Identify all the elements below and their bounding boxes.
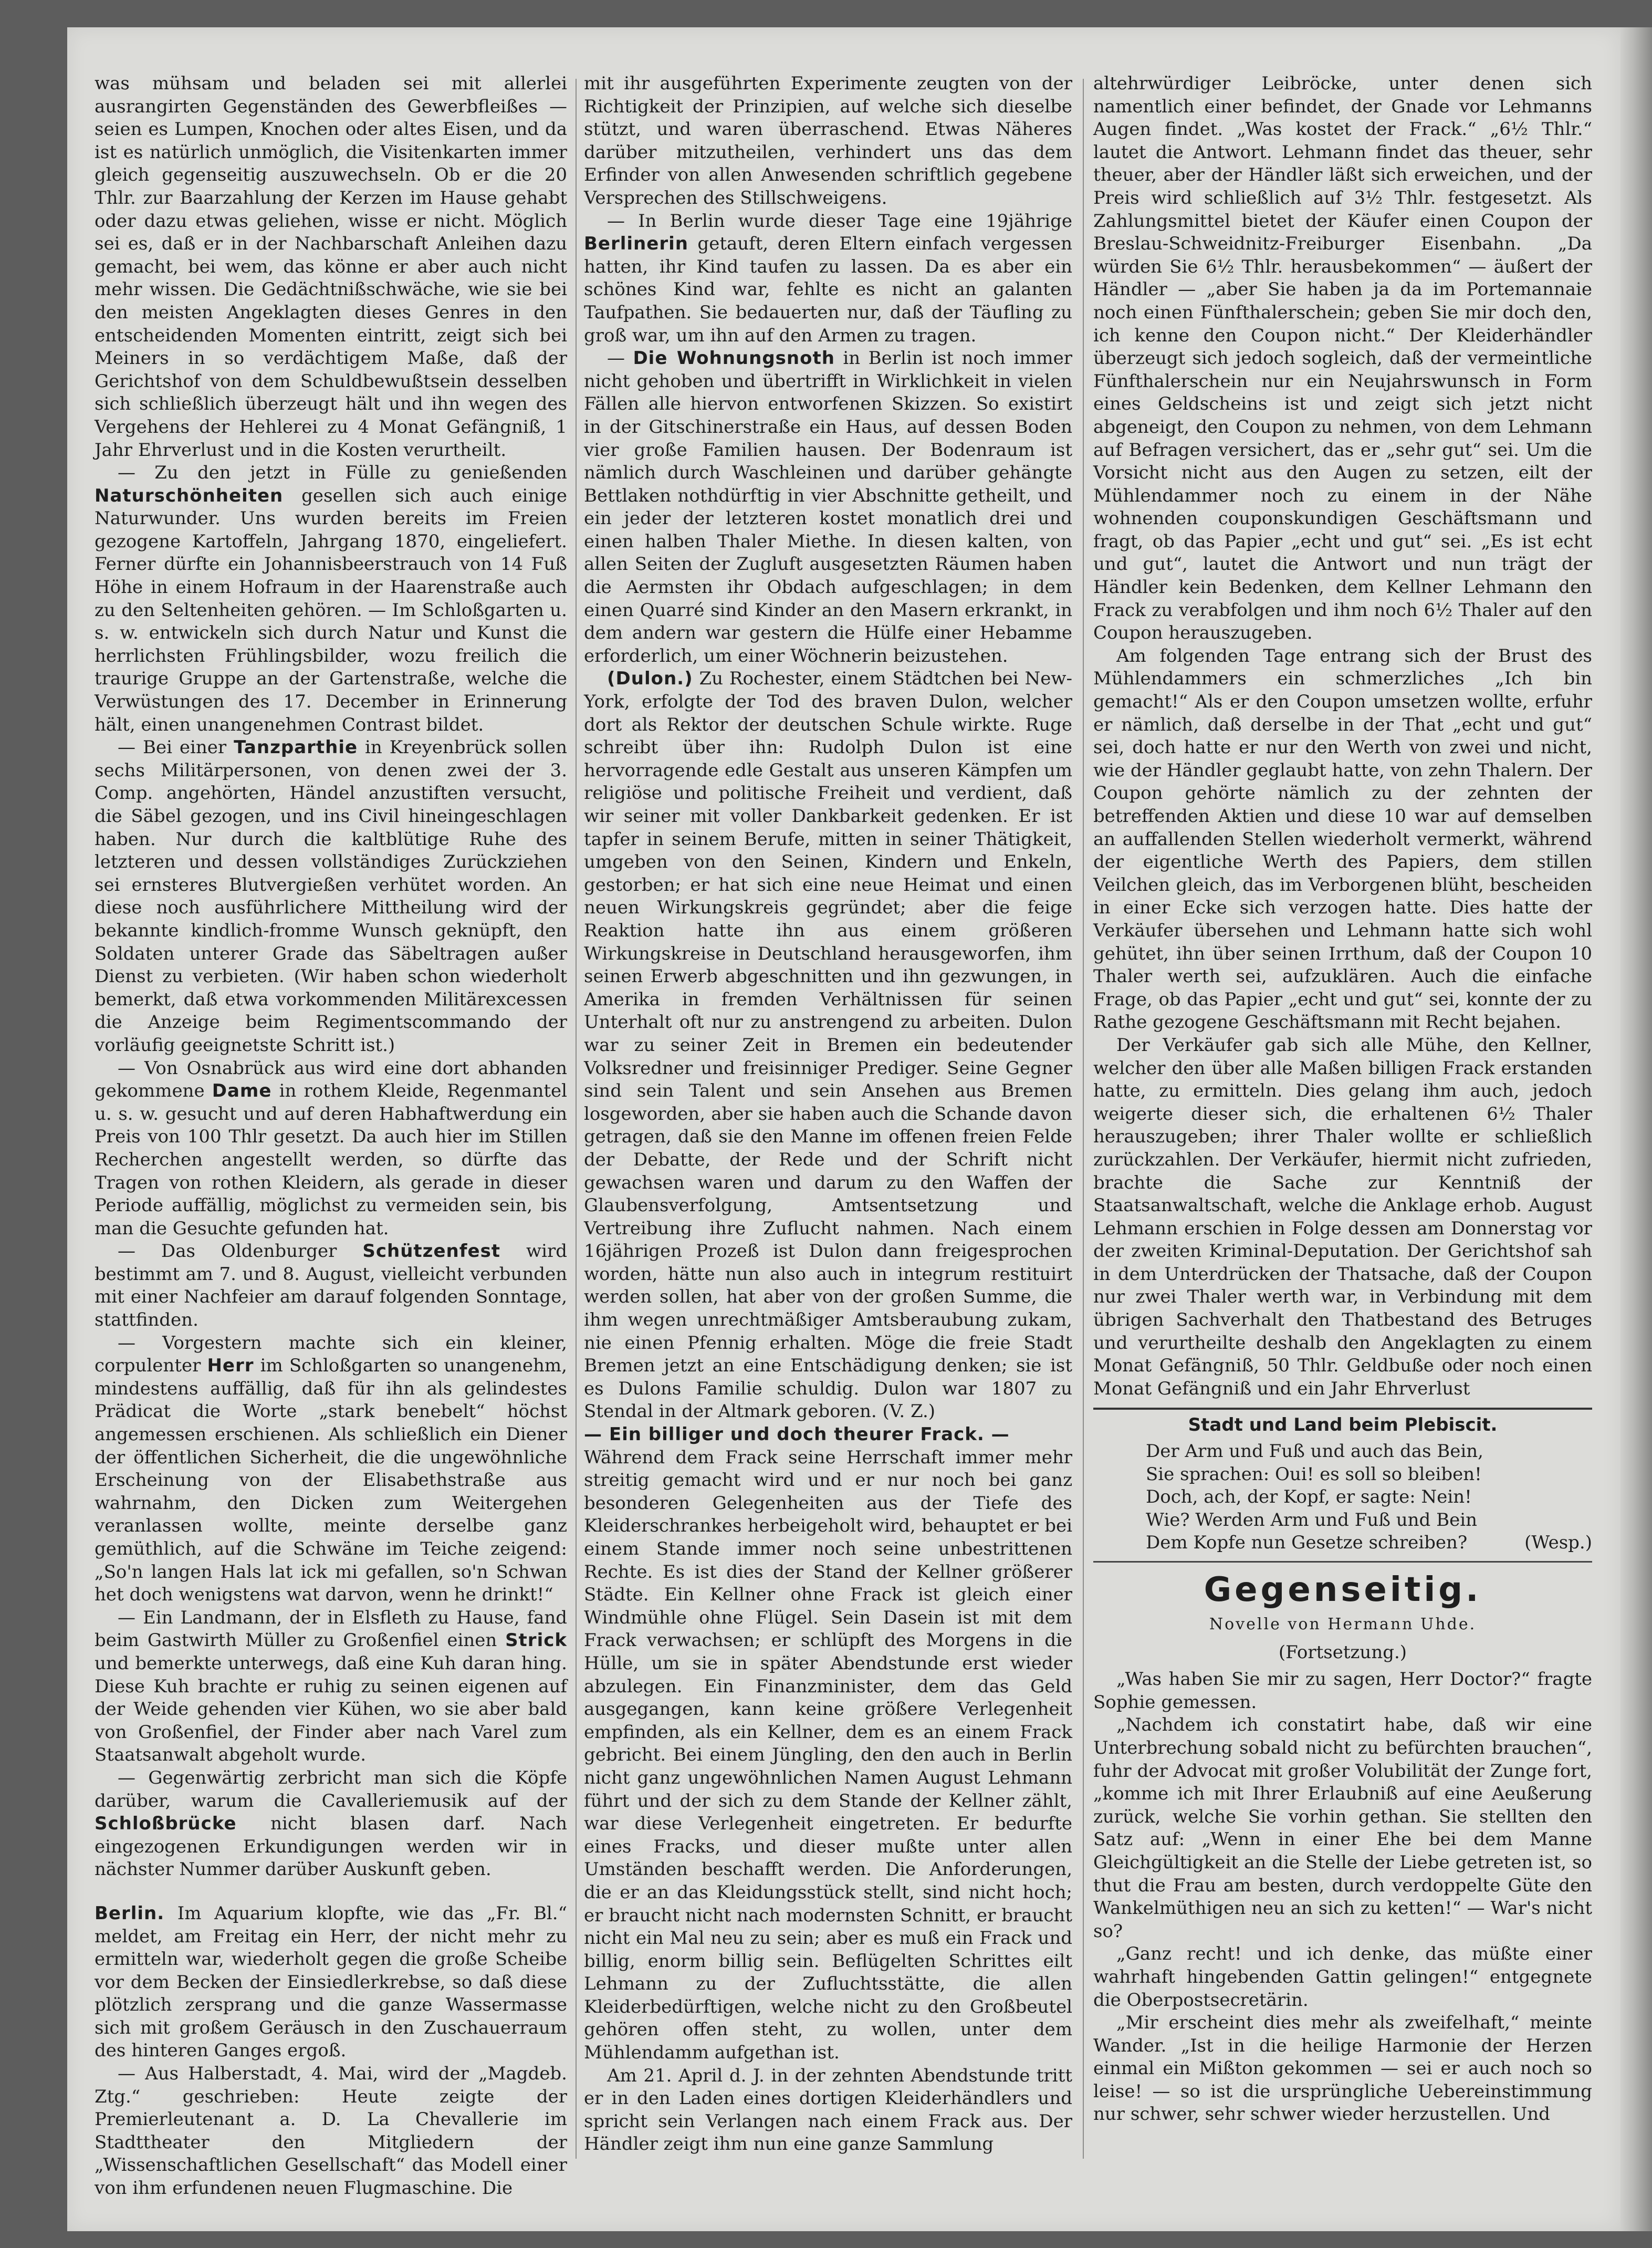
local-news-paragraph: — Von Osnabrück aus wird eine dort abhanden gekommene Dame in rothem Kleide, Regenmantel u. s. w. gesucht und auf deren Habhaftwerdung ein Preis von 100 Thlr gesetzt. Da auch hier im Stillen Recherchen angestellt werden, so dürfte das Tragen von rothen Kleidern, als gerade in dieser Periode auffällig, möglichst zu vermeiden sein, bis man die Gesuchte gefunden hat. <box>95 1057 567 1239</box>
keyword: Naturschönheiten <box>95 485 284 506</box>
news-paragraph: (Dulon.) Zu Rochester, einem Städtchen bei New-York, erfolgte der Tod des braven Dulon, welcher dort als Rektor der deutschen Schule wirkte. Ruge schreibt über ihn: Rudolph Dulon ist eine hervorragende edle Gestalt aus unseren Kämpfen um religiöse und politische Freiheit und verdient, daß wir seiner mit voller Dankbarkeit gedenken. Er ist tapfer in seinem Berufe, mitten in seiner Thätigkeit, umgeben von den Seinen, Kindern und Enkeln, gestorben; er hat sich eine neue Heimat und einen neuen Wirkungskreis gegründet; aber die feige Reaktion hatte ihn aus einem größeren Wirkungskreise in Deutschland herausgeworfen, ihm seinen Erwerb abgeschnitten und ihn gezwungen, in Amerika in fremden Verhältnissen für seinen Unterhalt oft nur zu anstrengend zu arbeiten. Dulon war zu seiner Zeit in Bremen ein bedeutender Volksredner und freisinniger Prediger. Seine Gegner sind sein Talent und sein Ansehen aus Bremen losgeworden, aber sie haben auch die Schande davon getragen, daß sie den Manne im offenen freien Felde der Debatte, der Rede und der Schrift nicht gewachsen waren und darum zu den Waffen der Glaubensverfolgung, Amtsentsetzung und Vertreibung ihre Zuflucht nahmen. Nach einem 16jährigen Prozeß ist Dulon dann freigesprochen worden, hätte nun also auch in integrum restituirt werden sollen, hat aber von der großen Summe, die ihm wegen unrechtmäßiger Amtsberaubung zukam, nie einen Pfennig erhalten. Möge die freie Stadt Bremen jetzt an eine Entschädigung denken; sie ist es Dulons Familie schuldig. Dulon war 1807 zu Stendal in der Altmark geboren. (V. Z.) <box>584 668 1072 1422</box>
dateline: Berlin. <box>95 1902 165 1924</box>
poem-line: Der Arm und Fuß und auch das Bein, <box>1146 1441 1483 1462</box>
story-paragraph: „Was haben Sie mir zu sagen, Herr Doctor?“ fragte Sophie gemessen. <box>1093 1669 1592 1713</box>
story-paragraph: „Nachdem ich constatirt habe, daß wir eine Unterbrechung sobald nicht zu befürchten brauchen“, fuhr der Advocat mit großer Volubilität der Zunge fort, „komme ich mit Ihrer Erlaubniß auf eine Aeußerung zurück, welche Sie vorhin gethan. Sie stellten den Satz auf: „Wenn in einer Ehe bei dem Manne Gleichgültigkeit an die Stelle der Liebe getreten ist, so thut die Frau am besten, durch verdoppelte Güte den Wankelmüthigen neu an sich zu ketten!“ — War's nicht so? <box>1093 1714 1592 1942</box>
keyword: Berlinerin <box>584 233 688 255</box>
page-edge <box>1620 27 1652 2231</box>
section-divider <box>1093 1561 1592 1563</box>
keyword: Tanzparthie <box>234 737 358 758</box>
keyword: (Dulon.) <box>607 668 693 690</box>
news-paragraph: — Die Wohnungsnoth in Berlin ist noch immer nicht gehoben und übertrifft in Wirklichkeit in vielen Fällen alle hiervon entworfenen Skizzen. So existirt in der Gitschinerstraße ein Haus, auf dessen Boden vier große Familien hausen. Der Bodenraum ist nämlich durch Waschleinen und darüber gehängte Bettlaken nothdürftig in vier Abschnitte getheilt, und ein jeder der letzteren kostet monatlich drei und einen halben Thaler Miethe. In diesen kalten, von allen Seiten der Zugluft ausgesetzten Räumen haben die Aermsten ihr Obdach aufgeschlagen; in dem einen Quarré sind Kinder an den Masern erkrankt, in dem andern war gestern die Hülfe einer Hebamme erforderlich, um einer Wöchnerin beizustehen. <box>584 348 1072 667</box>
local-news-paragraph: — Ein Landmann, der in Elsfleth zu Hause, fand beim Gastwirth Müller zu Großenfiel einen Strick und bemerkte unterwegs, daß eine Kuh daran hing. Diese Kuh brachte er ruhig zu seinen eigenen auf der Weide gehenden vier Kühen, wo sie aber bald von Großenfiel, der Finder aber nach Varel zum Staatsanwalt abgeholt wurde. <box>95 1607 567 1766</box>
section-gap <box>95 1881 567 1902</box>
column-rule <box>576 79 577 2159</box>
keyword: Schützenfest <box>362 1241 501 1262</box>
keyword: Herr <box>207 1355 254 1377</box>
article-paragraph: Der Verkäufer gab sich alle Mühe, den Kellner, welcher den über alle Maßen billigen Frack erstanden hatte, zu ermitteln. Dies gelang ihm auch, jedoch weigerte dieser sich, die erhaltenen 6½ Thaler herauszugeben; ihrer Thaler wollte er schließlich zurückzahlen. Der Verkäufer, hiermit nicht zufrieden, brachte die Sache zur Kenntniß der Staatsanwaltschaft, welche die Anklage erhob. August Lehmann erschien in Folge dessen am Donnerstag vor der zweiten Kriminal-Deputation. Der Gerichtshof sah in dem Unterdrücken der Thatsache, daß der Coupon nur zwei Thaler werth war, in Verbindung mit dem übrigen Sachverhalt den Thatbestand des Betruges und verurtheilte deshalb den Angeklagten zu einem Monat Gefängniß, 50 Thlr. Geldbuße oder noch einen Monat Gefängniß und ein Jahr Ehrverlust <box>1093 1034 1592 1399</box>
news-paragraph: — Aus Halberstadt, 4. Mai, wird der „Magdeb. Ztg.“ geschrieben: Heute zeigte der Premierleutenant a. D. La Chevallerie im Stadttheater den Mitgliedern der „Wissenschaftlichen Gesellschaft“ das Modell einer von ihm erfundenen neuen Flugmaschine. Die <box>95 2063 567 2199</box>
keyword: Dame <box>212 1080 272 1102</box>
poem-line: Doch, ach, der Kopf, er sagte: Nein! <box>1146 1486 1472 1508</box>
poem-title: Stadt und Land beim Plebiscit. <box>1188 1414 1498 1436</box>
article-paragraph: was mühsam und beladen sei mit allerlei ausrangirten Gegenständen des Gewerbfleißes — seien es Lumpen, Knochen oder altes Eisen, und da ist es natürlich unmöglich, die Visitenkarten immer gleich gegenseitig auszuwechseln. Ob er die 20 Thlr. zur Baarzahlung der Kerzen im Hause gehabt oder dazu etwas geliehen, wisse er nicht. Möglich sei es, daß er in der Nachbarschaft Anleihen dazu gemacht, bei wem, das könne er aber auch nicht mehr wissen. Die Gedächtnißschwäche, wie sie bei den meisten Angeklagten dieses Genres in den entscheidenden Momenten eintritt, zeigt sich bei Meiners in so verdächtigem Maße, daß der Gerichtshof von dem Schuldbewußtsein desselben sich schließlich überzeugt hält und ihn wegen des Vergehens der Hehlerei zu 4 Monat Gefängniß, 1 Jahr Ehrverlust und in die Kosten verurtheilt. <box>95 73 567 461</box>
local-news-paragraph: — Bei einer Tanzparthie in Kreyenbrück sollen sechs Militärpersonen, von denen zwei der 3. Comp. angehörten, Händel anzustiften versucht, die Säbel gezogen, und ins Civil hineingeschlagen haben. Nur durch die kaltblütige Ruhe des letzteren und dessen vollständiges Zurückziehen sei ernsteres Blutvergießen verhütet worden. An diese noch ausführlichere Mittheilung wird der bekannte kindlich-fromme Wunsch geknüpft, den Soldaten unterer Grade das Säbeltragen außer Dienst zu verbieten. (Wir haben schon wiederholt bemerkt, daß etwa vorkommenden Militärexcessen die Anzeige beim Regimentscommando der vorläufig geeignetste Schritt ist.) <box>95 737 567 1056</box>
keyword: Die Wohnungsnoth <box>633 348 835 369</box>
poem-line: Wie? Werden Arm und Fuß und Bein <box>1146 1509 1477 1531</box>
local-news-paragraph: — Vorgestern machte sich ein kleiner, corpulenter Herr im Schloßgarten so unangenehm, mindestens auffällig, daß für ihn als gelindestes Prädicat die Worte „stark benebelt“ höchst angemessen erschienen. Als schließlich ein Diener der öffentlichen Sicherheit, die die ungewöhnliche Erscheinung von der Elisabethstraße aus wahrnahm, den Dicken zum Weitergehen veranlassen wollte, meinte derselbe ganz gemüthlich, auf die Schwäne im Teiche zeigend: „So'n langen Hals lat ick mi gefallen, so'n Schwan het doch wenigstens wat darvon, wenn he drinkt!“ <box>95 1332 567 1606</box>
column-left <box>95 72 567 2199</box>
local-news-paragraph: — Zu den jetzt in Fülle zu genießenden Naturschönheiten gesellen sich auch einige Naturwunder. Uns wurden bereits im Freien gezogene Kartoffeln, Jahrgang 1870, eingeliefert. Ferner dürfte ein Johannisbeerstrauch von 14 Fuß Höhe in einem Hofraum in der Haarenstraße auch zu den Seltenheiten gehören. — Im Schloßgarten u. s. w. entwickeln sich durch Natur und Kunst die herrlichsten Frühlingsbilder, wozu freilich die traurige Gruppe an der Gartenstraße, welche die Verwüstungen des 17. December in Erinnerung hält, einen unangenehmen Contrast bildet. <box>95 462 567 735</box>
article-paragraph: mit ihr ausgeführten Experimente zeugten von der Richtigkeit der Prinzipien, auf welche sich dieselbe stützt, und waren überraschend. Etwas Näheres darüber mitzutheilen, verhindert uns das dem Erfinder von allen Anwesenden schriftlich gegebene Versprechen des Stillschweigens. <box>584 73 1072 209</box>
story-byline: Novelle von Hermann Uhde. <box>1209 1615 1477 1633</box>
poem-credit: (Wesp.) <box>1524 1532 1592 1554</box>
column-middle <box>584 72 1072 2168</box>
keyword: Strick <box>505 1630 567 1651</box>
story-paragraph: „Mir erscheint dies mehr als zweifelhaft,“ meinte Wander. „Ist in die heilige Harmonie der Herzen einmal ein Mißton gekommen — sei er auch noch so leise! — so ist die ursprüngliche Uebereinstimmung nur schwer, sehr schwer wieder herzustellen. Und <box>1093 2012 1592 2125</box>
berlin-news-paragraph: Berlin. Im Aquarium klopfte, wie das „Fr. Bl.“ meldet, am Freitag ein Herr, der nicht mehr zu ermitteln war, wiederholt gegen die große Scheibe vor dem Becken der Einsiedlerkrebse, so daß diese plötzlich zersprang und die ganze Wassermasse sich mit großem Geräusch in den Zuschauerraum des hinteren Ganges ergoß. <box>95 1902 567 2062</box>
poem-line: Dem Kopfe nun Gesetze schreiben? <box>1146 1532 1468 1554</box>
poem-line: Sie sprachen: Oui! es soll so bleiben! <box>1146 1463 1482 1485</box>
article-heading: — Ein billiger und doch theurer Frack. — <box>584 1424 1010 1445</box>
article-paragraph: Während dem Frack seine Herrschaft immer mehr streitig gemacht wird und er nur noch bei ganz besonderen Gelegenheiten aus der Tiefe des Kleiderschrankes herbeigeholt wird, behauptet er bei einem Stande immer noch seine unbestrittenen Rechte. Es ist dies der Stand der Kellner größerer Städte. Ein Kellner ohne Frack ist gleich einer Windmühle ohne Flügel. Sein Dasein ist mit dem Frack verwachsen; er schlüpft des Morgens in die Hülle, um sie in später Abendstunde erst wieder abzulegen. Ein Finanzminister, dem das Geld ausgegangen, kann keine größere Verlegenheit empfinden, als ein Kellner, dem es an einem Frack gebricht. Bei einem Jüngling, den den auch in Berlin nicht ganz ungewöhnlichen Namen August Lehmann führt und der sich zu dem Stande der Kellner zählt, war diese Verlegenheit eingetreten. Er bedurfte eines Fracks, und dieser mußte unter allen Umständen beschafft werden. Die Anforderungen, die er an das Kleidungsstück stellt, sind nicht hoch; er braucht nicht nach modernsten Schnitt, er braucht nicht ein Mal neu zu sein; aber es muß ein Frack und billig, enorm billig sein. Beflügelten Schrittes eilt Lehmann zu der Zufluchtsstätte, die allen Kleiderbedürftigen, welche nicht zu den Großbeutel gehören offen steht, zu wollen, unter dem Mühlendamm aufgethan ist. <box>584 1446 1072 2064</box>
story-title: Gegenseitig. <box>1204 1570 1482 1609</box>
column-rule <box>1083 79 1084 2159</box>
poem <box>1093 1440 1592 1555</box>
local-news-paragraph: — Das Oldenburger Schützenfest wird bestimmt am 7. und 8. August, vielleicht verbunden mit einer Nachfeier am darauf folgenden Sonntage, stattfinden. <box>95 1241 567 1331</box>
continuation-note: (Fortsetzung.) <box>1278 1641 1407 1663</box>
news-paragraph: — In Berlin wurde dieser Tage eine 19jährige Berlinerin getauft, deren Eltern einfach vergessen hatten, ihr Kind taufen zu lassen. Da es aber ein schönes Kind war, fehlte es nicht an galanten Taufpathen. Sie bedauerten nur, daß der Täufling zu groß war, um ihn auf den Armen zu tragen. <box>584 210 1072 346</box>
article-paragraph: Am 21. April d. J. in der zehnten Abendstunde tritt er in den Laden eines dortigen Kleiderhändlers und spricht sein Verlangen nach einem Frack aus. Der Händler zeigt ihm nun eine ganze Sammlung <box>584 2065 1072 2155</box>
local-news-paragraph: — Gegenwärtig zerbricht man sich die Köpfe darüber, warum die Cavalleriemusik auf der Schloßbrücke nicht blasen darf. Nach eingezogenen Erkundigungen werden wir in nächster Nummer darüber Auskunft geben. <box>95 1767 567 1880</box>
article-paragraph: Am folgenden Tage entrang sich der Brust des Mühlendammers ein schmerzliches „Ich bin gemacht!“ Als er den Coupon umsetzen wollte, erfuhr er nämlich, daß derselbe in der That „echt und gut“ sei, doch hatte er nur den Werth von zwei und nicht, wie der Händler geglaubt hatte, von zehn Thalern. Der Coupon gehörte nämlich zu der zehnten der betreffenden Aktien und diese 10 war auf demselben an auffallenden Stellen wiederholt vermerkt, während der eigentliche Werth des Papiers, dem stillen Veilchen gleich, das im Verborgenen blüht, bescheiden in einer Ecke sich verzogen hatte. Dies hatte der Verkäufer übersehen und Lehmann hatte sich wohl gehütet, ihn über seinen Irrthum, daß der Coupon 10 Thaler werth sei, aufzuklären. Auch die einfache Frage, ob das Papier „echt und gut“ sei, konnte der zu Rathe gezogene Geschäftsmann mit Recht bejahen. <box>1093 645 1592 1033</box>
story-paragraph: „Ganz recht! und ich denke, das müßte einer wahrhaft hingebenden Gattin gelingen!“ entgegnete die Oberpostsecretärin. <box>1093 1943 1592 2011</box>
keyword: Schloßbrücke <box>95 1813 237 1835</box>
article-paragraph: altehrwürdiger Leibröcke, unter denen sich namentlich einer befindet, der Gnade vor Lehmanns Augen findet. „Was kostet der Frack.“ „6½ Thlr.“ lautet die Antwort. Lehmann findet das theuer, sehr theuer, aber der Händler läßt sich erweichen, und der Preis wird schließlich auf 3½ Thlr. festgesetzt. Als Zahlungsmittel bietet der Käufer einen Coupon der Breslau-Schweidnitz-Freiburger Eisenbahn. „Da würden Sie 6½ Thlr. herausbekommen“ — äußert der Händler — „aber Sie haben ja da im Portemannaie noch einen Fünfthalerschein; geben Sie mir doch den, ich kenne den Coupon nicht.“ Der Kleiderhändler überzeugt sich jedoch sogleich, daß der vermeintliche Fünfthalerschein nur ein Neujahrswunsch in Form eines Geldscheins ist und zeigt sich jetzt nicht abgeneigt, den Coupon zu nehmen, von dem Lehmann auf Befragen versichert, das er „sehr gut“ sei. Um die Vorsicht nicht aus den Augen zu setzen, eilt der Mühlendammer noch zu einem in der Nähe wohnenden couponskundigen Geschäftsmann und fragt, ob das Papier „echt und gut“ sei. „Es ist echt und gut“, lautet die Antwort und nun trägt der Händler kein Bedenken, dem Kellner Lehmann den Frack zu verabfolgen und ihm noch 6½ Thaler auf den Coupon herauszugeben. <box>1093 73 1592 644</box>
column-right <box>1093 72 1592 2168</box>
section-divider <box>1093 1408 1592 1410</box>
